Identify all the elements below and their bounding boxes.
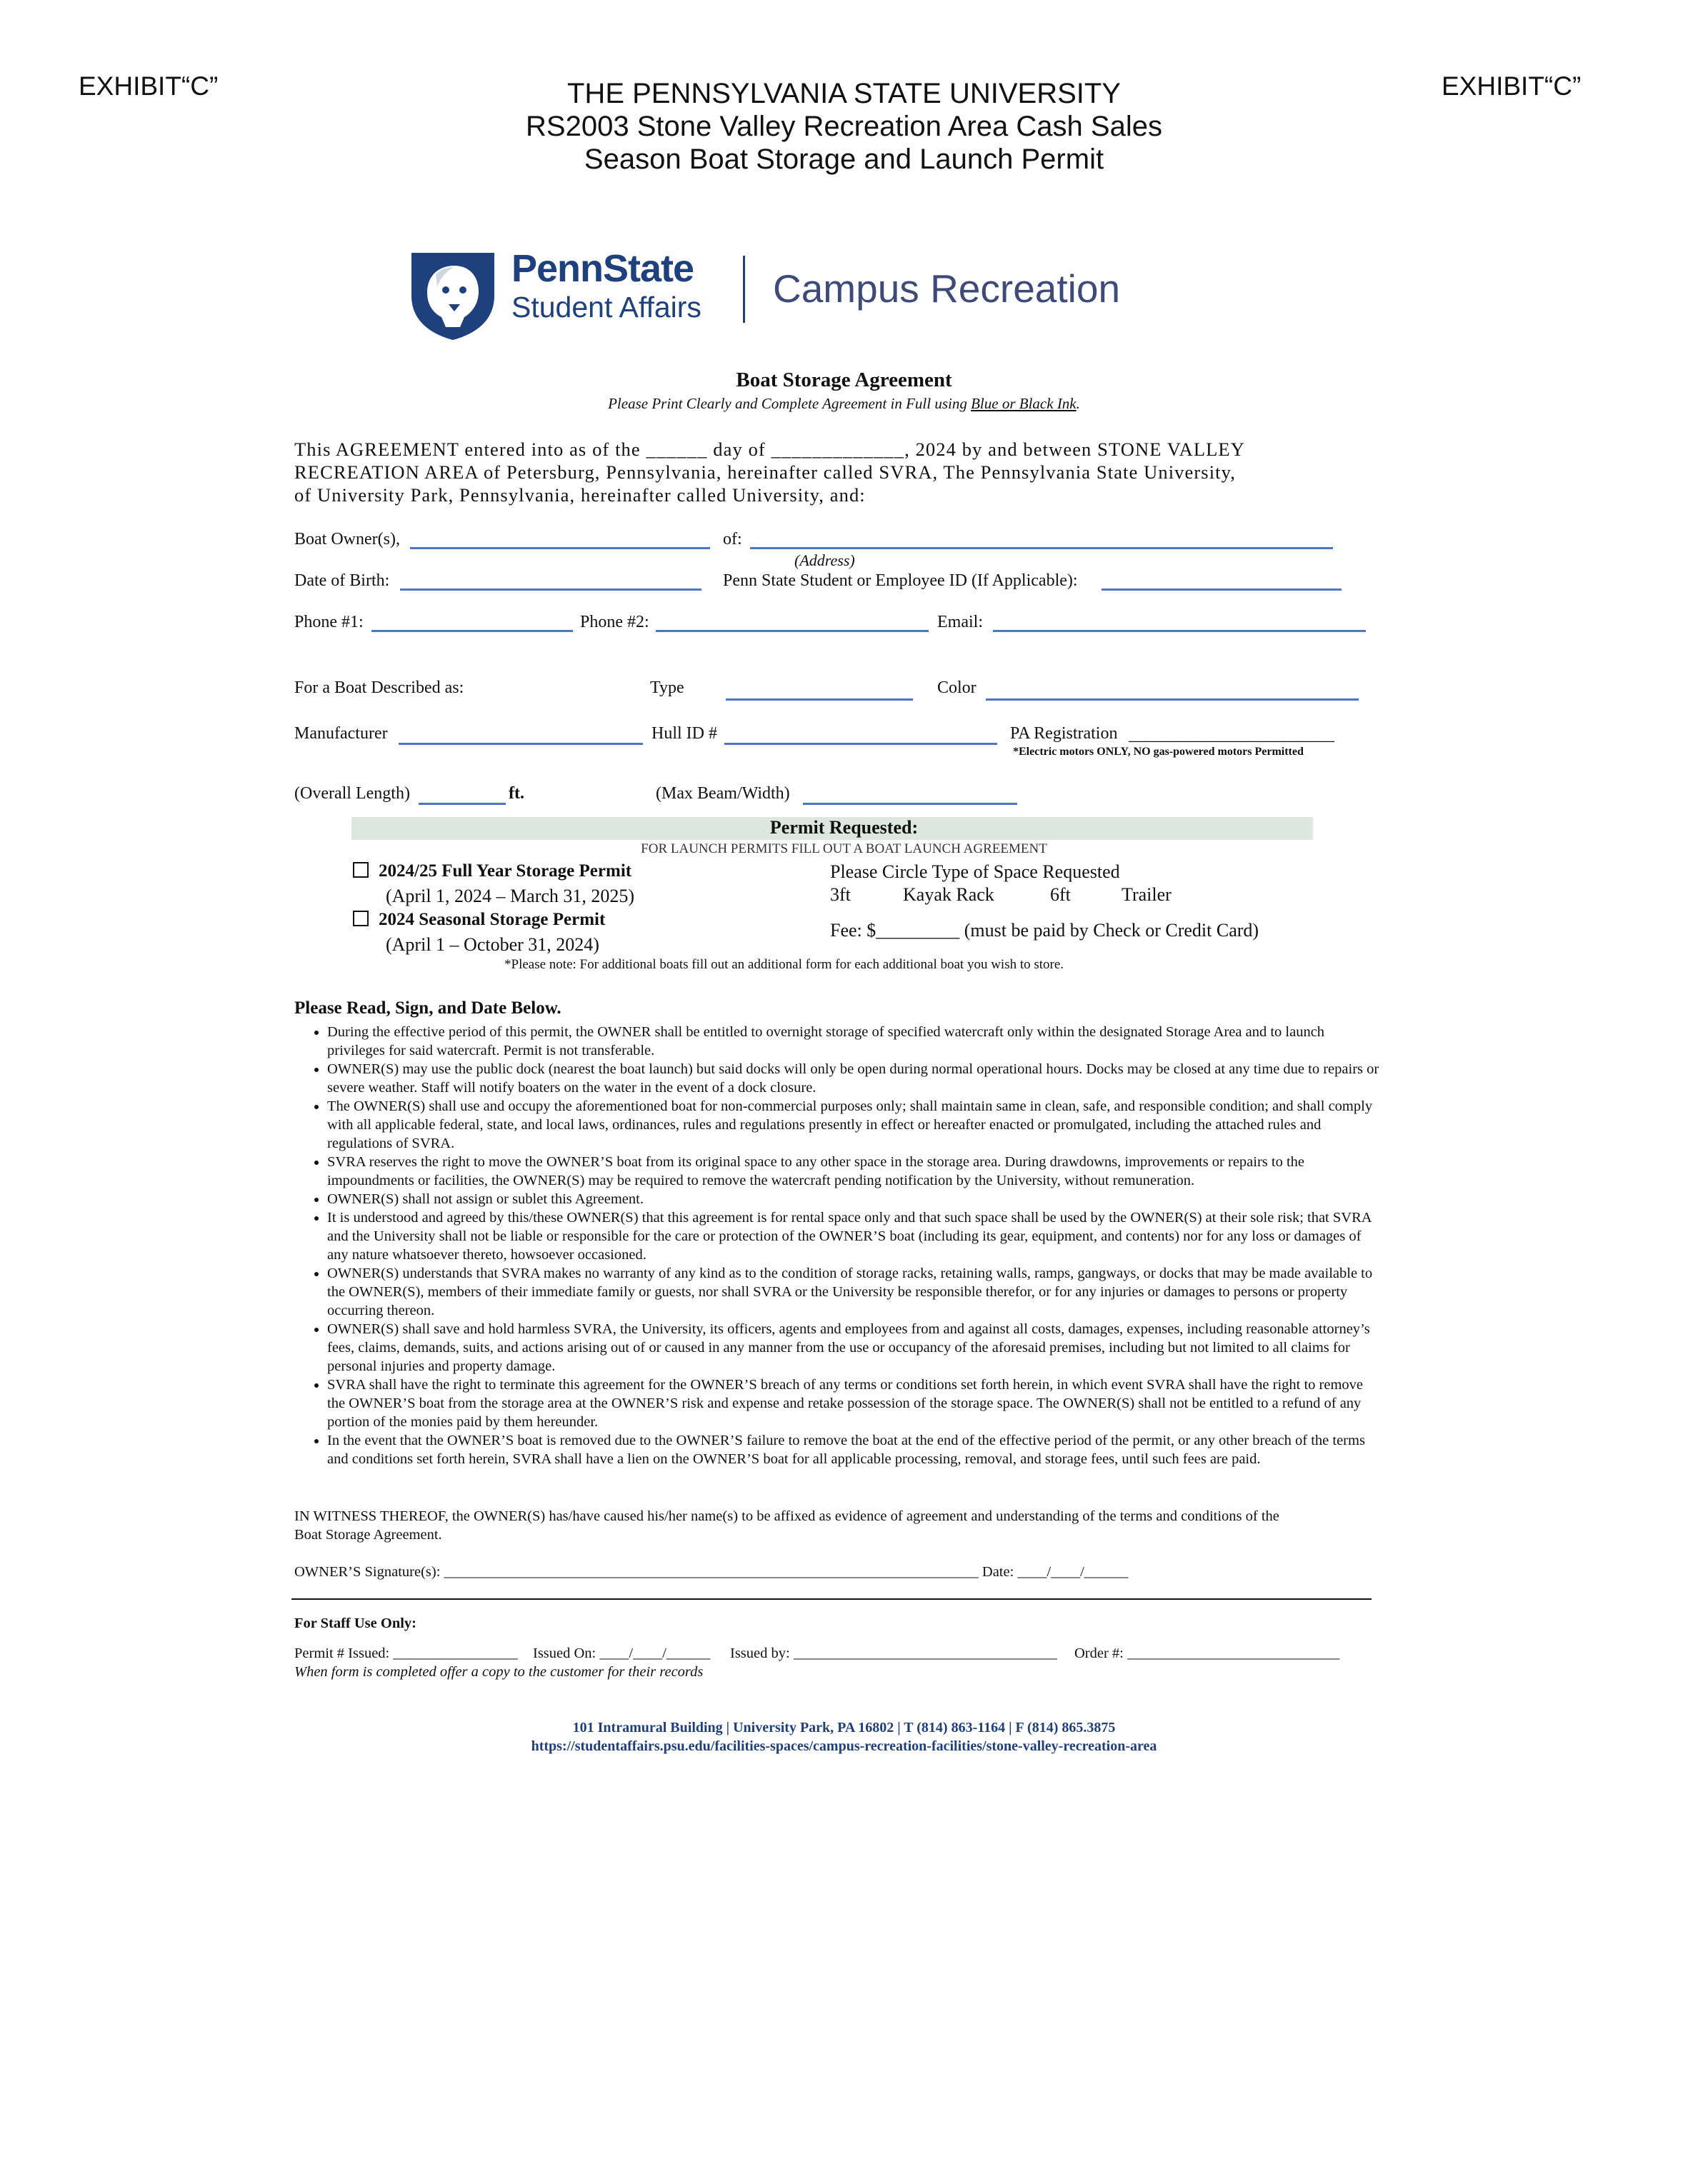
email-label: Email: bbox=[937, 613, 983, 631]
nittany-lion-shield-icon bbox=[409, 250, 497, 341]
full-year-dates: (April 1, 2024 – March 31, 2025) bbox=[386, 886, 635, 906]
boat-desc-label: For a Boat Described as: bbox=[294, 678, 464, 697]
subtitle-ink: Blue or Black Ink bbox=[971, 395, 1077, 412]
address-caption: (Address) bbox=[794, 551, 855, 569]
term-item: • OWNER(S) shall not assign or sublet this Agreement. bbox=[327, 1190, 1384, 1208]
term-item: • In the event that the OWNER’S boat is removed due to the OWNER’S failure to remove the boat at the end of the effective period of the permit, or any other breach of the terms and conditions set forth herein, SVRA shall have a lien on the OWNER’S boat for all applicable processing, removal, and storage fees, until such fees are paid. bbox=[327, 1431, 1384, 1468]
length-label: (Overall Length) bbox=[294, 784, 410, 803]
phone2-label: Phone #2: bbox=[580, 613, 649, 631]
staff-divider bbox=[291, 1598, 1372, 1600]
subtitle-end: . bbox=[1076, 395, 1080, 412]
owner-field[interactable] bbox=[410, 547, 710, 549]
length-field[interactable] bbox=[419, 803, 506, 805]
phone1-label: Phone #1: bbox=[294, 613, 364, 631]
term-item: • OWNER(S) understands that SVRA makes no warranty of any kind as to the condition of storage racks, retaining walls, ramps, gangways, or docks that may be made available to the OWNER(S), members of their immediate family or guests, nor shall SVRA or the University be responsible therefor, or for any injuries or damages to persons or property occurring thereon. bbox=[327, 1264, 1384, 1320]
order-field[interactable]: Order #: _____________________________ bbox=[1074, 1645, 1340, 1661]
logo-sub: Student Affairs bbox=[511, 291, 701, 324]
dob-field[interactable] bbox=[400, 588, 701, 591]
full-year-option[interactable] bbox=[353, 861, 631, 881]
dob-label: Date of Birth: bbox=[294, 571, 390, 590]
agreement-title: Boat Storage Agreement bbox=[736, 369, 952, 391]
space-type-label: Please Circle Type of Space Requested bbox=[830, 861, 1120, 882]
logo-divider bbox=[743, 256, 745, 323]
issued-by-field[interactable]: Issued by: ____________________________________ bbox=[730, 1645, 1057, 1661]
color-field[interactable] bbox=[986, 698, 1359, 701]
university-title: THE PENNSYLVANIA STATE UNIVERSITY bbox=[567, 78, 1121, 109]
intro-line-1: This AGREEMENT entered into as of the ______ day of _____________, 2024 by and between STONE VALLEY bbox=[294, 439, 1245, 460]
manufacturer-label: Manufacturer bbox=[294, 724, 388, 743]
intro-line-3: of University Park, Pennsylvania, hereinafter called University, and: bbox=[294, 484, 866, 506]
term-item: • OWNER(S) may use the public dock (nearest the boat launch) but said docks will only be open during normal operational hours. Docks may be closed at any time due to repairs or severe weather. Staff will notify boaters on the water in the event of a dock closure. bbox=[327, 1060, 1384, 1097]
permit-title: Season Boat Storage and Launch Permit bbox=[584, 144, 1104, 175]
address-field[interactable] bbox=[750, 547, 1333, 549]
staff-heading: For Staff Use Only: bbox=[294, 1616, 417, 1631]
term-item: • During the effective period of this permit, the OWNER shall be entitled to overnight storage of specified watercraft only within the designated Storage Area and to launch privileges for said watercraft. Permit is not transferable. bbox=[327, 1023, 1384, 1060]
term-item: • OWNER(S) shall save and hold harmless SVRA, the University, its officers, agents and employees from and against all costs, damages, expenses, including reasonable attorney’s fees, claims, demands, suits, and actions arising out of or caused in any manner from the use or occupancy of the aforesaid premises, including but not limited to all claims for personal injuries and property damage. bbox=[327, 1320, 1384, 1376]
logo-dept: Campus Recreation bbox=[773, 266, 1121, 311]
agreement-subtitle bbox=[0, 395, 1688, 413]
phone2-field[interactable] bbox=[656, 630, 929, 632]
type-label: Type bbox=[650, 678, 684, 697]
space-6ft[interactable]: 6ft bbox=[1050, 884, 1071, 905]
term-item: • It is understood and agreed by this/these OWNER(S) that this agreement is for rental space only and that such space shall be used by the OWNER(S) at their sole risk; that SVRA and the University shall not be liable or responsible for the care or protection of the OWNER’S boat (including its gear, equipment, and contents) nor for any loss or damages of any nature whatsoever thereto, howsoever occasioned. bbox=[327, 1208, 1384, 1264]
seasonal-checkbox[interactable] bbox=[353, 911, 369, 926]
hull-label: Hull ID # bbox=[651, 724, 717, 743]
issued-on-field[interactable]: Issued On: ____/____/______ bbox=[533, 1645, 711, 1661]
email-field[interactable] bbox=[993, 630, 1366, 632]
seasonal-title: 2024 Seasonal Storage Permit bbox=[379, 910, 606, 929]
intro-line-2: RECREATION AREA of Petersburg, Pennsylvania, hereinafter called SVRA, The Pennsylvania State University, bbox=[294, 461, 1236, 483]
full-year-title: 2024/25 Full Year Storage Permit bbox=[379, 861, 632, 881]
beam-label: (Max Beam/Width) bbox=[656, 784, 790, 803]
permit-heading: Permit Requested: bbox=[769, 817, 919, 838]
permit-issued-field[interactable]: Permit # Issued: _________________ bbox=[294, 1645, 518, 1661]
seasonal-option[interactable] bbox=[353, 910, 605, 930]
color-label: Color bbox=[937, 678, 977, 697]
psu-id-field[interactable] bbox=[1102, 588, 1342, 591]
footer-url[interactable]: https://studentaffairs.psu.edu/facilities-spaces/campus-recreation-facilities/stone-valley-recreation-area bbox=[531, 1738, 1157, 1754]
term-item: • SVRA shall have the right to terminate this agreement for the OWNER’S breach of any terms or conditions set forth herein, in which event SVRA shall have the right to remove the OWNER’S boat from the storage area at the OWNER’S risk and expense and retake possession of the storage space. The OWNER(S) shall not be entitled to a refund of any portion of the monies paid by them hereunder. bbox=[327, 1376, 1384, 1431]
owner-label: Boat Owner(s), bbox=[294, 530, 400, 548]
footer-address: 101 Intramural Building | University Park, PA 16802 | T (814) 863-1164 | F (814) 865.3875 bbox=[572, 1720, 1116, 1735]
witness-line-1: IN WITNESS THEREOF, the OWNER(S) has/have caused his/her name(s) to be affixed as evidence of agreement and understanding of the terms and conditions of the bbox=[294, 1508, 1279, 1524]
psu-id-label: Penn State Student or Employee ID (If Applicable): bbox=[723, 571, 1078, 590]
terms-heading: Please Read, Sign, and Date Below. bbox=[294, 998, 561, 1018]
term-item: • The OWNER(S) shall use and occupy the aforementioned boat for non-commercial purposes only; shall maintain same in clean, safe, and responsible condition; and shall comply with all applicable federal, state, and local laws, ordinances, rules and regulations presently in effect or hereafter enacted or promulgated, including the attached rules and regulations of SVRA. bbox=[327, 1097, 1384, 1153]
launch-note: FOR LAUNCH PERMITS FILL OUT A BOAT LAUNCH AGREEMENT bbox=[641, 841, 1047, 856]
type-field[interactable] bbox=[726, 698, 913, 701]
seasonal-dates: (April 1 – October 31, 2024) bbox=[386, 934, 599, 955]
pa-reg-label: PA Registration bbox=[1010, 724, 1118, 743]
terms-list bbox=[310, 1023, 1384, 1468]
length-unit: ft. bbox=[509, 784, 524, 803]
witness-line-2: Boat Storage Agreement. bbox=[294, 1527, 442, 1543]
signature-line[interactable]: OWNER’S Signature(s): _________________________________________________________________________ Date: ____/____/______ bbox=[294, 1564, 1129, 1580]
space-trailer[interactable]: Trailer bbox=[1122, 884, 1172, 905]
sales-title: RS2003 Stone Valley Recreation Area Cash Sales bbox=[526, 111, 1162, 142]
space-3ft[interactable]: 3ft bbox=[830, 884, 851, 905]
exhibit-label-right: EXHIBIT“C” bbox=[1442, 71, 1582, 101]
full-year-checkbox[interactable] bbox=[353, 862, 369, 878]
additional-boats-note: *Please note: For additional boats fill out an additional form for each additional boat you wish to store. bbox=[504, 957, 1064, 972]
term-item: • SVRA reserves the right to move the OWNER’S boat from its original space to any other space in the storage area. During drawdowns, improvements or repairs to the impoundments or facilities, the OWNER(S) may be required to remove the watercraft pending notification by the University, without remuneration. bbox=[327, 1153, 1384, 1190]
copy-note: When form is completed offer a copy to the customer for their records bbox=[294, 1664, 704, 1680]
pa-reg-field[interactable]: ________________________ bbox=[1129, 726, 1334, 744]
manufacturer-field[interactable] bbox=[399, 743, 643, 745]
fee-field[interactable]: Fee: $_________ (must be paid by Check or Credit Card) bbox=[830, 920, 1259, 941]
exhibit-label-left: EXHIBIT“C” bbox=[79, 71, 219, 101]
logo-brand: PennState bbox=[511, 247, 694, 290]
electric-motor-note: *Electric motors ONLY, NO gas-powered motors Permitted bbox=[1013, 746, 1304, 758]
hull-field[interactable] bbox=[724, 743, 997, 745]
space-kayak-rack[interactable]: Kayak Rack bbox=[903, 884, 994, 905]
subtitle-text: Please Print Clearly and Complete Agreement in Full using bbox=[608, 395, 967, 412]
phone1-field[interactable] bbox=[371, 630, 573, 632]
beam-field[interactable] bbox=[803, 803, 1017, 805]
of-label: of: bbox=[723, 530, 742, 548]
